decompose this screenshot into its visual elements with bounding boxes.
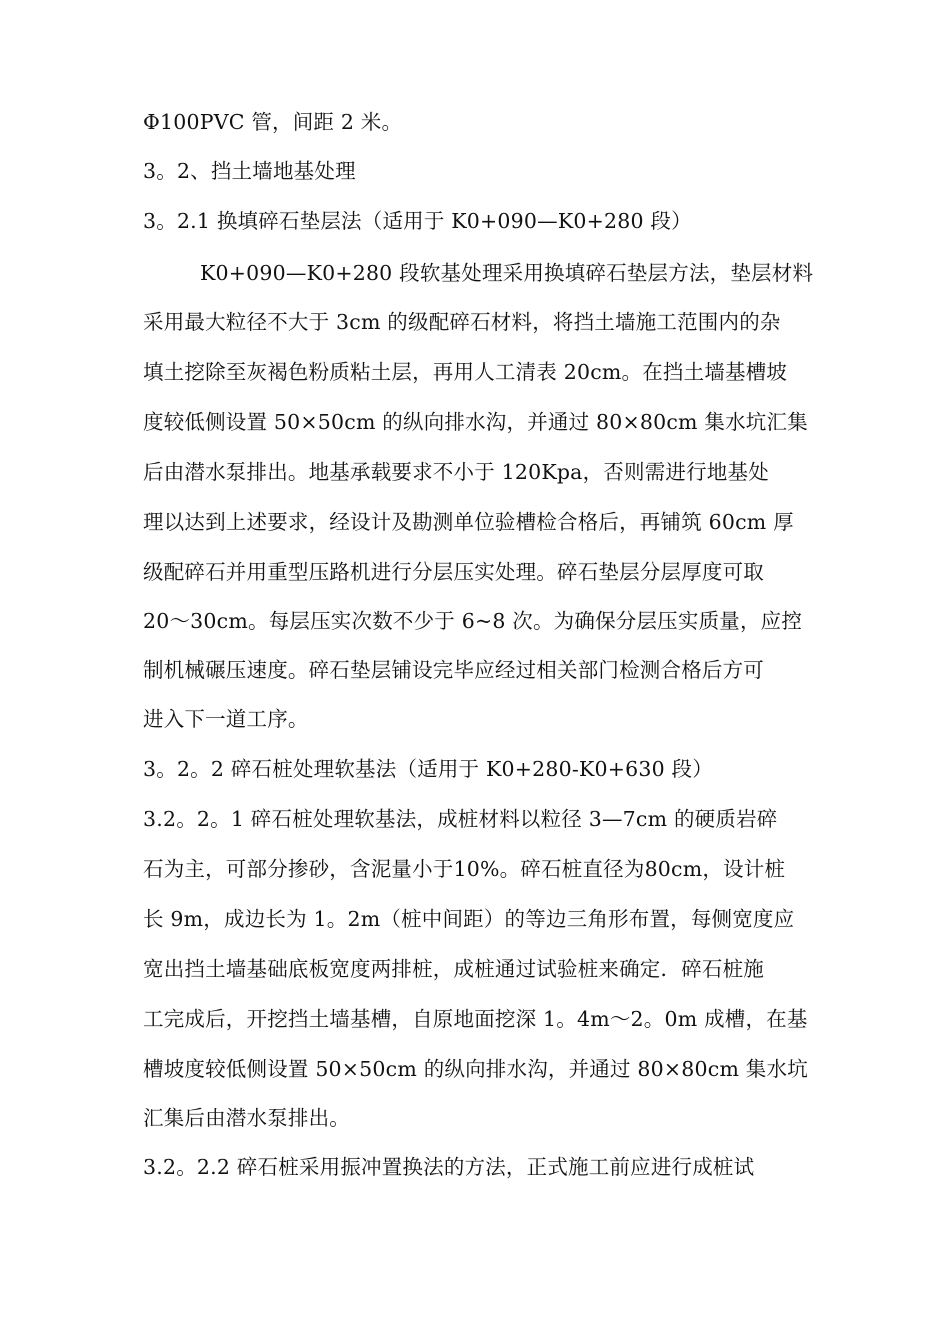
text-line: 槽坡度较低侧设置 50×50cm 的纵向排水沟，并通过 80×80cm 集水坑 [143,1057,808,1081]
text-line: 理以达到上述要求，经设计及勘测单位验槽检合格后，再铺筑 60cm 厚 [143,510,794,534]
text-line: 制机械碾压速度。碎石垫层铺设完毕应经过相关部门检测合格后方可 [143,658,764,682]
text-line: 工完成后，开挖挡土墙基槽，自原地面挖深 1。4m～2。0m 成槽，在基 [143,1007,808,1031]
text-line: 长 9m，成边长为 1。2m（桩中间距）的等边三角形布置，每侧宽度应 [143,907,795,931]
text-line: 20～30cm。每层压实次数不少于 6~8 次。为确保分层压实质量，应控 [143,609,803,633]
paragraph-first-line: K0+090—K0+280 段软基处理采用换填碎石垫层方法，垫层材料 [200,261,814,285]
text-line: 填土挖除至灰褐色粉质粘土层，再用人工清表 20cm。在挡土墙基槽坡 [143,360,788,384]
subsection-heading: 3。2。2 碎石桩处理软基法（适用于 K0+280-K0+630 段） [143,757,713,781]
subsection-heading: 3。2.1 换填碎石垫层法（适用于 K0+090—K0+280 段） [143,209,692,233]
text-line: 3.2。2。1 碎石桩处理软基法，成桩材料以粒径 3—7cm 的硬质岩碎 [143,807,778,831]
text-line: 石为主，可部分掺砂，含泥量小于10%。碎石桩直径为80cm，设计桩 [143,857,786,881]
text-line: 进入下一道工序。 [143,707,309,731]
text-line: 级配碎石并用重型压路机进行分层压实处理。碎石垫层分层厚度可取 [143,560,764,584]
text-line: 宽出挡土墙基础底板宽度两排桩，成桩通过试验桩来确定．碎石桩施 [143,957,764,981]
text-line: 采用最大粒径不大于 3cm 的级配碎石材料，将挡土墙施工范围内的杂 [143,310,781,334]
text-line: 汇集后由潜水泵排出。 [143,1106,350,1130]
text-line: 3.2。2.2 碎石桩采用振冲置换法的方法，正式施工前应进行成桩试 [143,1155,755,1179]
text-line: 后由潜水泵排出。地基承载要求不小于 120Kpa，否则需进行地基处 [143,460,769,484]
text-line: Φ100PVC 管，间距 2 米。 [143,110,403,134]
section-heading: 3。2、挡土墙地基处理 [143,159,356,183]
text-line: 度较低侧设置 50×50cm 的纵向排水沟，并通过 80×80cm 集水坑汇集 [143,410,808,434]
